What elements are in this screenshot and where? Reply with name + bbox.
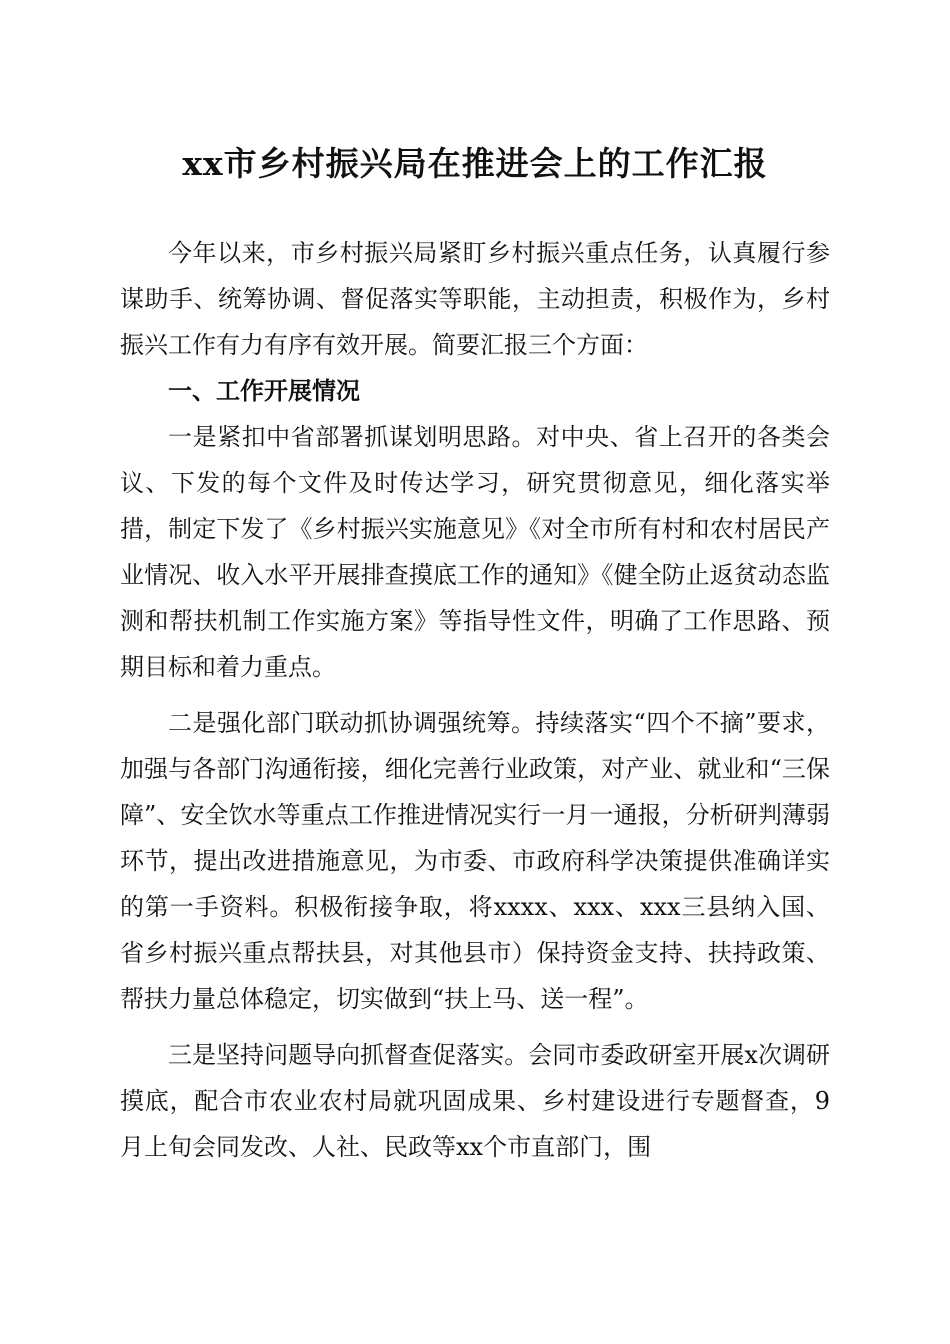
point-text: 持续落实“四个不摘”要求，加强与各部门沟通衔接，细化完善行业政策，对产业、就业和“三保障”、安全饮水等重点工作推进情况实行一月一通报，分析研判薄弱环节，提出改进措施意见，为市委、市政府科学决策提供准确详实的第一手资料。积极衔接争取，将xxxx、xxx、xxx三县纳入国、省乡村振兴重点帮扶县，对其他县市）保持资金支持、扶持政策、帮扶力量总体稳定，切实做到“扶上马、送一程”。 [120, 709, 831, 1013]
point-lead: 三是坚持问题导向抓督查促落实。 [168, 1041, 529, 1069]
document-body [120, 230, 830, 1170]
point-text: 会同市委政研室开展x次调研摸底，配合市农业农村局就巩固成果、乡村建设进行专题督查，9月上旬会同发改、人社、民政等xx个市直部门，围 [120, 1041, 831, 1161]
point-paragraph [120, 1032, 830, 1170]
point-lead: 二是强化部门联动抓协调强统筹。 [168, 709, 536, 737]
point-paragraph [120, 700, 830, 1022]
point-text: 对中央、省上召开的各类会议、下发的每个文件及时传达学习，研究贯彻意见，细化落实举措，制定下发了《乡村振兴实施意见》《对全市所有村和农村居民产业情况、收入水平开展排查摸底工作的通知》《健全防止返贫动态监测和帮扶机制工作实施方案》等指导性文件，明确了工作思路、预期目标和着力重点。 [120, 423, 831, 681]
document-title: xx市乡村振兴局在推进会上的工作汇报 [182, 144, 768, 183]
point-paragraph [120, 414, 830, 690]
intro-paragraph: 今年以来，市乡村振兴局紧盯乡村振兴重点任务，认真履行参谋助手、统筹协调、督促落实等职能，主动担责，积极作为，乡村振兴工作有力有序有效开展。简要汇报三个方面： [120, 239, 830, 359]
point-lead: 一是紧扣中省部署抓谋划明思路。 [168, 423, 537, 451]
section-heading: 一、工作开展情况 [168, 377, 360, 405]
